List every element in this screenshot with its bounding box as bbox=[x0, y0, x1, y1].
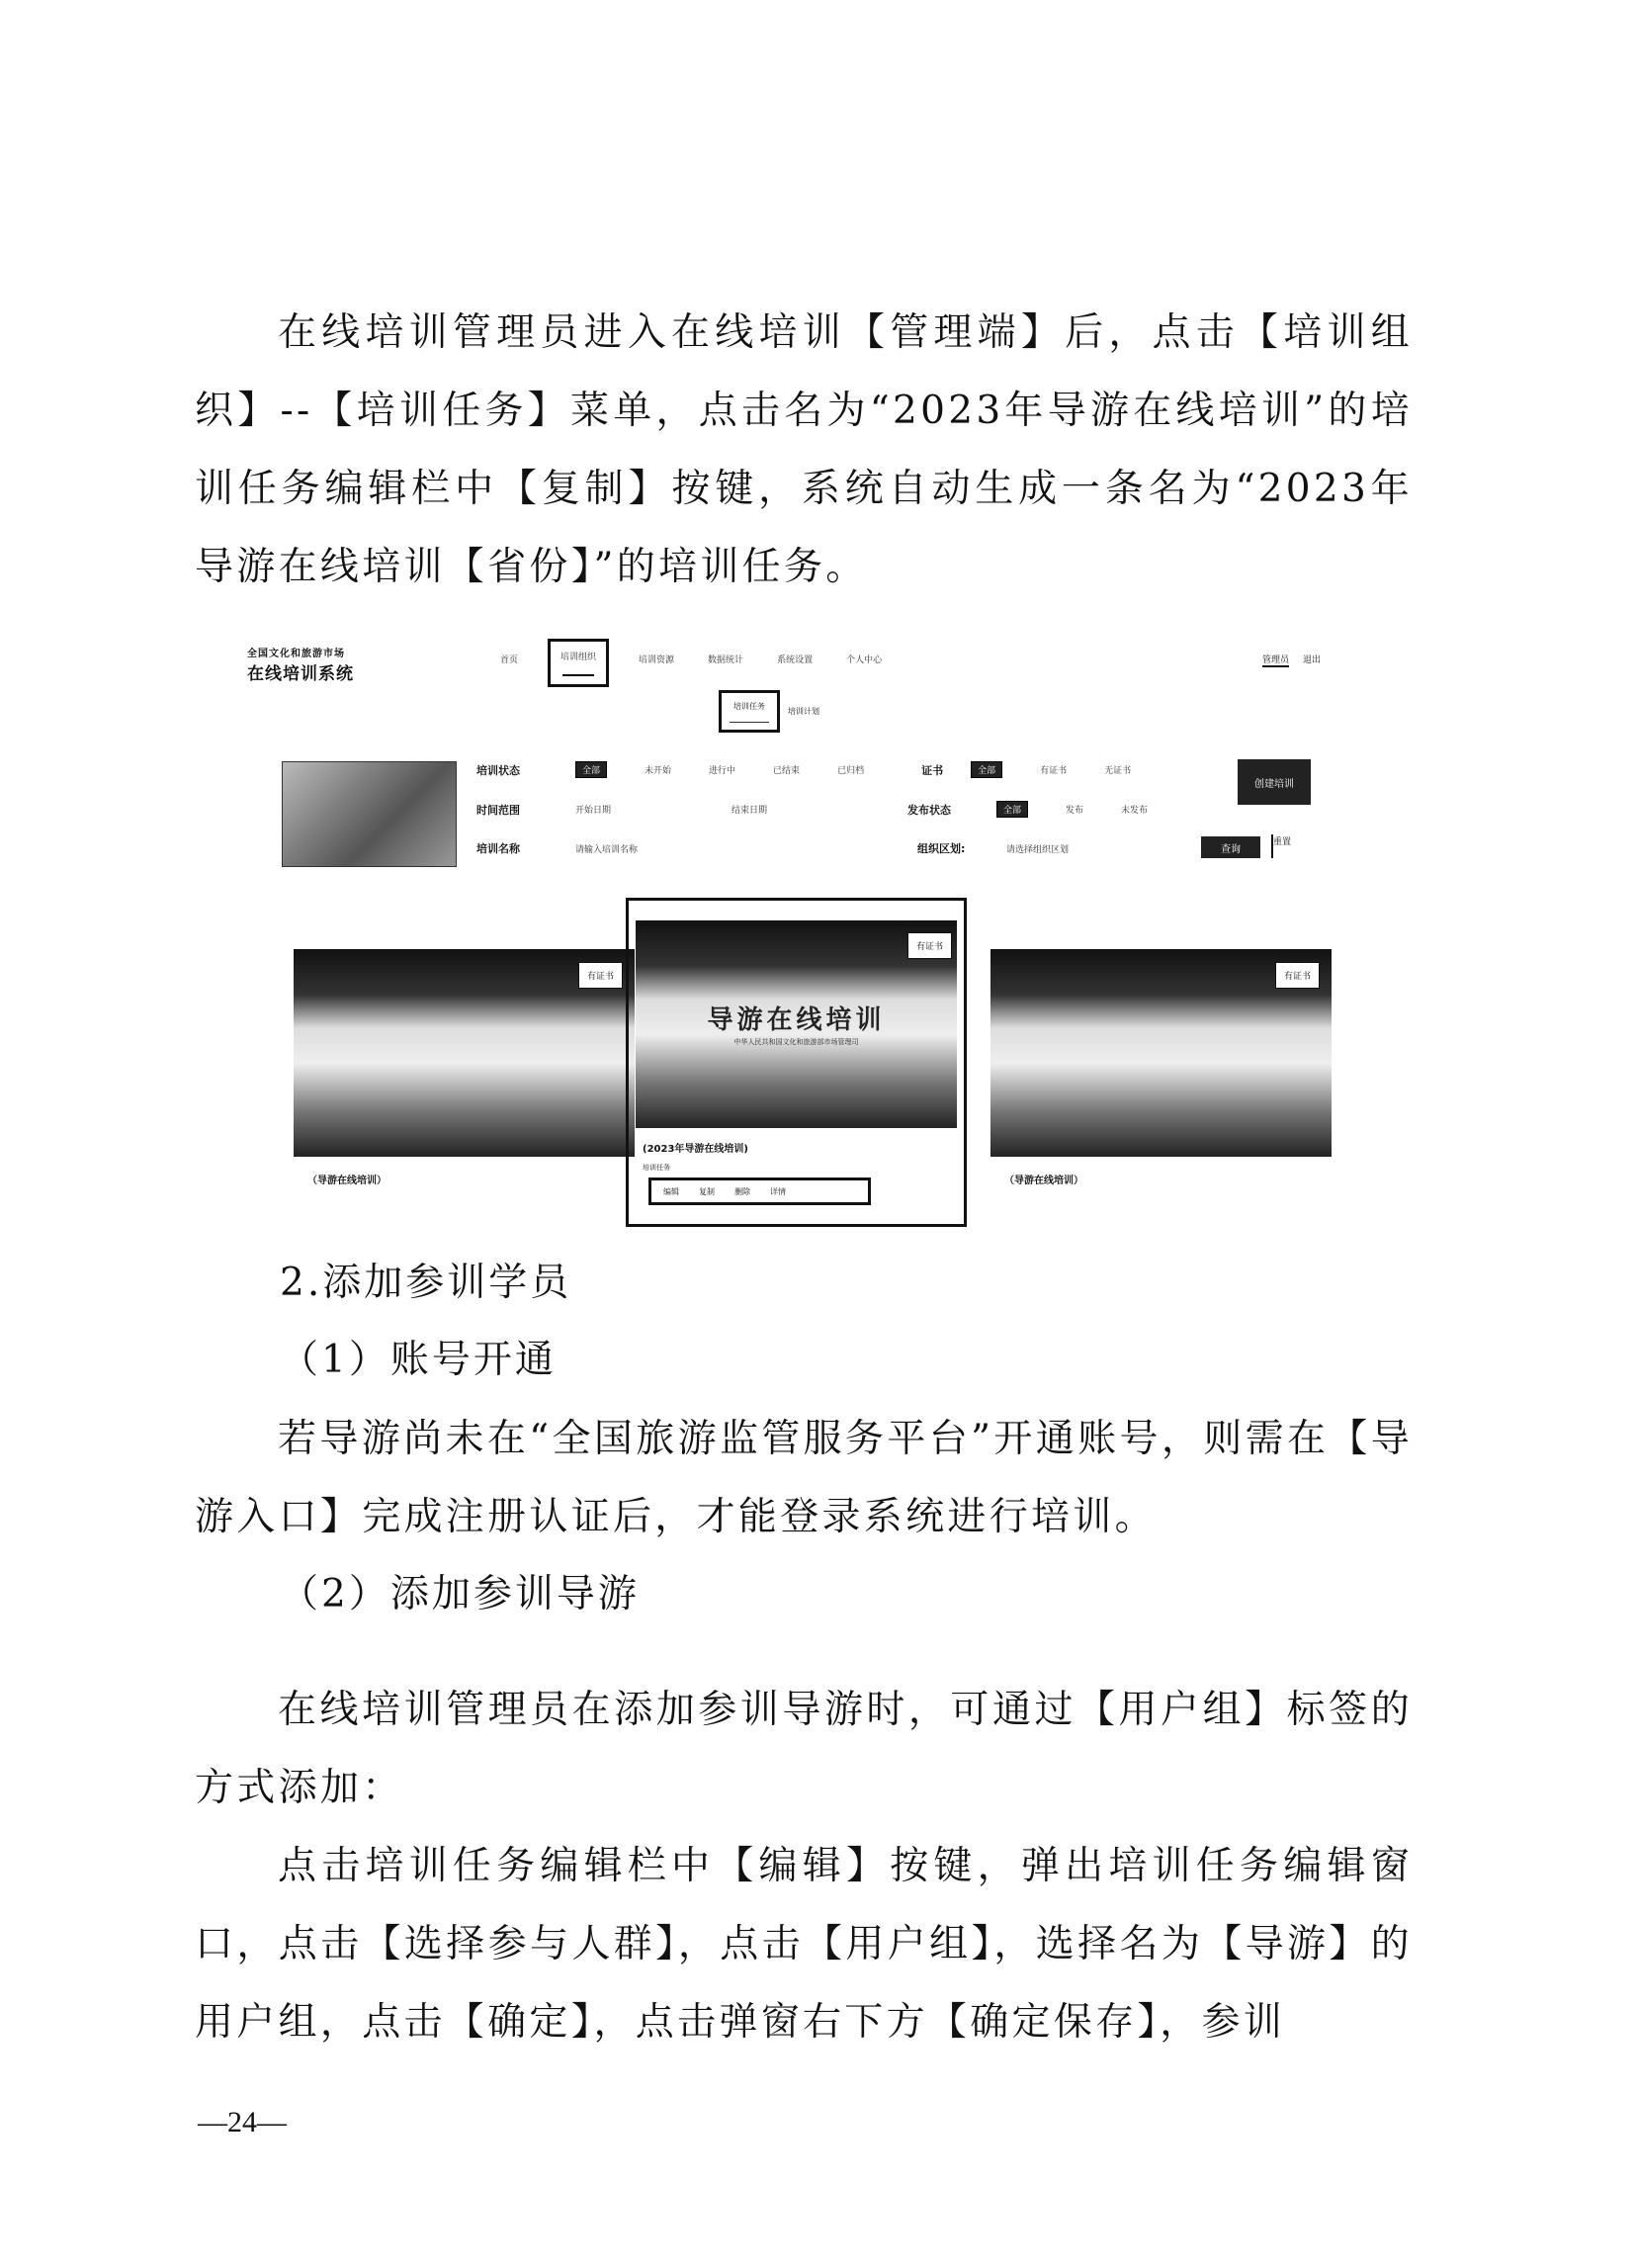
card-title: （导游在线培训） bbox=[307, 1176, 387, 1186]
logo-line1: 全国文化和旅游市场 bbox=[247, 649, 345, 659]
filter-row-time bbox=[476, 801, 1185, 818]
nav-stats[interactable]: 数据统计 bbox=[708, 655, 744, 665]
nav-home[interactable]: 首页 bbox=[500, 655, 519, 665]
system-logo bbox=[247, 645, 354, 684]
nav-profile[interactable]: 个人中心 bbox=[846, 655, 883, 665]
card-title: （导游在线培训） bbox=[1004, 1176, 1083, 1186]
query-button[interactable]: 查询 bbox=[1201, 836, 1260, 858]
section-heading-add-trainees: 2.添加参训学员 bbox=[280, 1261, 572, 1305]
time-label: 时间范围 bbox=[476, 803, 520, 817]
certificate-badge: 有证书 bbox=[578, 962, 623, 989]
subnav-training-task[interactable]: 培训任务 bbox=[719, 690, 780, 733]
time-end-input[interactable]: 结束日期 bbox=[731, 806, 768, 816]
status-option-ended[interactable]: 已结束 bbox=[773, 766, 801, 776]
edit-button[interactable]: 编辑 bbox=[663, 1186, 679, 1196]
banner-image bbox=[282, 761, 457, 867]
publish-option-all[interactable]: 全部 bbox=[996, 801, 1028, 818]
card-action-bar bbox=[648, 1178, 871, 1205]
embedded-screenshot bbox=[237, 623, 1344, 1226]
name-input[interactable]: 请输入培训名称 bbox=[575, 844, 639, 855]
reset-button[interactable]: 重置 bbox=[1271, 834, 1309, 858]
certificate-badge: 有证书 bbox=[1275, 962, 1320, 989]
top-nav bbox=[496, 651, 886, 687]
paragraph-account: 若导游尚未在“全国旅游监管服务平台”开通账号，则需在【导游入口】完成注册认证后，才能登录系统进行培训。 bbox=[195, 1417, 1413, 1539]
sub-nav bbox=[719, 690, 819, 733]
filter-row-status bbox=[476, 761, 1168, 778]
training-card-1[interactable] bbox=[294, 924, 635, 1221]
nav-settings[interactable]: 系统设置 bbox=[777, 655, 814, 665]
card-title: (2023年导游在线培训) bbox=[643, 1144, 748, 1155]
certificate-badge: 有证书 bbox=[907, 932, 952, 959]
status-option-not-started[interactable]: 未开始 bbox=[645, 766, 672, 776]
nav-resources[interactable]: 培训资源 bbox=[639, 655, 675, 665]
cert-option-all[interactable]: 全部 bbox=[971, 761, 1002, 778]
page-number: —24— bbox=[198, 2106, 287, 2138]
user-name-link[interactable]: 管理员 bbox=[1262, 653, 1289, 667]
training-card-2023[interactable] bbox=[626, 898, 967, 1227]
status-label: 培训状态 bbox=[476, 763, 520, 777]
nav-training-org[interactable]: 培训组织 bbox=[548, 639, 609, 687]
subnav-training-plan[interactable]: 培训计划 bbox=[788, 707, 819, 716]
training-card-3[interactable] bbox=[990, 924, 1332, 1221]
cert-option-no[interactable]: 无证书 bbox=[1104, 766, 1132, 776]
time-start-input[interactable]: 开始日期 bbox=[575, 806, 612, 816]
filter-row-name bbox=[476, 840, 1106, 856]
paragraph-steps: 点击培训任务编辑栏中【编辑】按键，弹出培训任务编辑窗口，点击【选择参与人群】，点击【用户组】，选择名为【导游】的用户组，点击【确定】，点击弹窗右下方【确定保存】，参训 bbox=[195, 1844, 1413, 2045]
cover-title: 导游在线培训 bbox=[707, 1005, 886, 1035]
publish-option-unpublished[interactable]: 未发布 bbox=[1121, 806, 1149, 816]
cert-option-yes[interactable]: 有证书 bbox=[1040, 766, 1068, 776]
name-label: 培训名称 bbox=[476, 842, 520, 855]
status-option-archived[interactable]: 已归档 bbox=[837, 766, 865, 776]
cover-subtitle: 中华人民共和国文化和旅游部市场管理司 bbox=[733, 1038, 859, 1046]
detail-button[interactable]: 详情 bbox=[770, 1186, 786, 1196]
logout-link[interactable]: 退出 bbox=[1302, 655, 1321, 665]
delete-button[interactable]: 删除 bbox=[734, 1186, 750, 1196]
paragraph-user-group: 在线培训管理员在添加参训导游时，可通过【用户组】标签的方式添加： bbox=[195, 1688, 1413, 1810]
region-select[interactable]: 请选择组织区划 bbox=[1006, 844, 1070, 855]
subheading-add-guides: （2）添加参训导游 bbox=[280, 1572, 640, 1616]
logo-line2: 在线培训系统 bbox=[247, 664, 354, 684]
region-label: 组织区划: bbox=[917, 842, 966, 855]
status-option-all[interactable]: 全部 bbox=[575, 761, 607, 778]
user-area bbox=[1262, 653, 1321, 667]
paragraph-intro: 在线培训管理员进入在线培训【管理端】后，点击【培训组织】--【培训任务】菜单，点击名为“2023年导游在线培训”的培训任务编辑栏中【复制】按键，系统自动生成一条名为“2023年导游在线培训【省份】”的培训任务。 bbox=[195, 310, 1413, 589]
publish-label: 发布状态 bbox=[907, 803, 951, 817]
create-training-button[interactable]: 创建培训 bbox=[1238, 759, 1311, 805]
card-meta: 培训任务 bbox=[643, 1164, 670, 1172]
subheading-account-activation: （1）账号开通 bbox=[280, 1338, 557, 1382]
cert-label: 证书 bbox=[921, 763, 944, 777]
status-option-in-progress[interactable]: 进行中 bbox=[709, 766, 736, 776]
publish-option-published[interactable]: 发布 bbox=[1066, 806, 1084, 816]
copy-button[interactable]: 复制 bbox=[699, 1186, 715, 1196]
